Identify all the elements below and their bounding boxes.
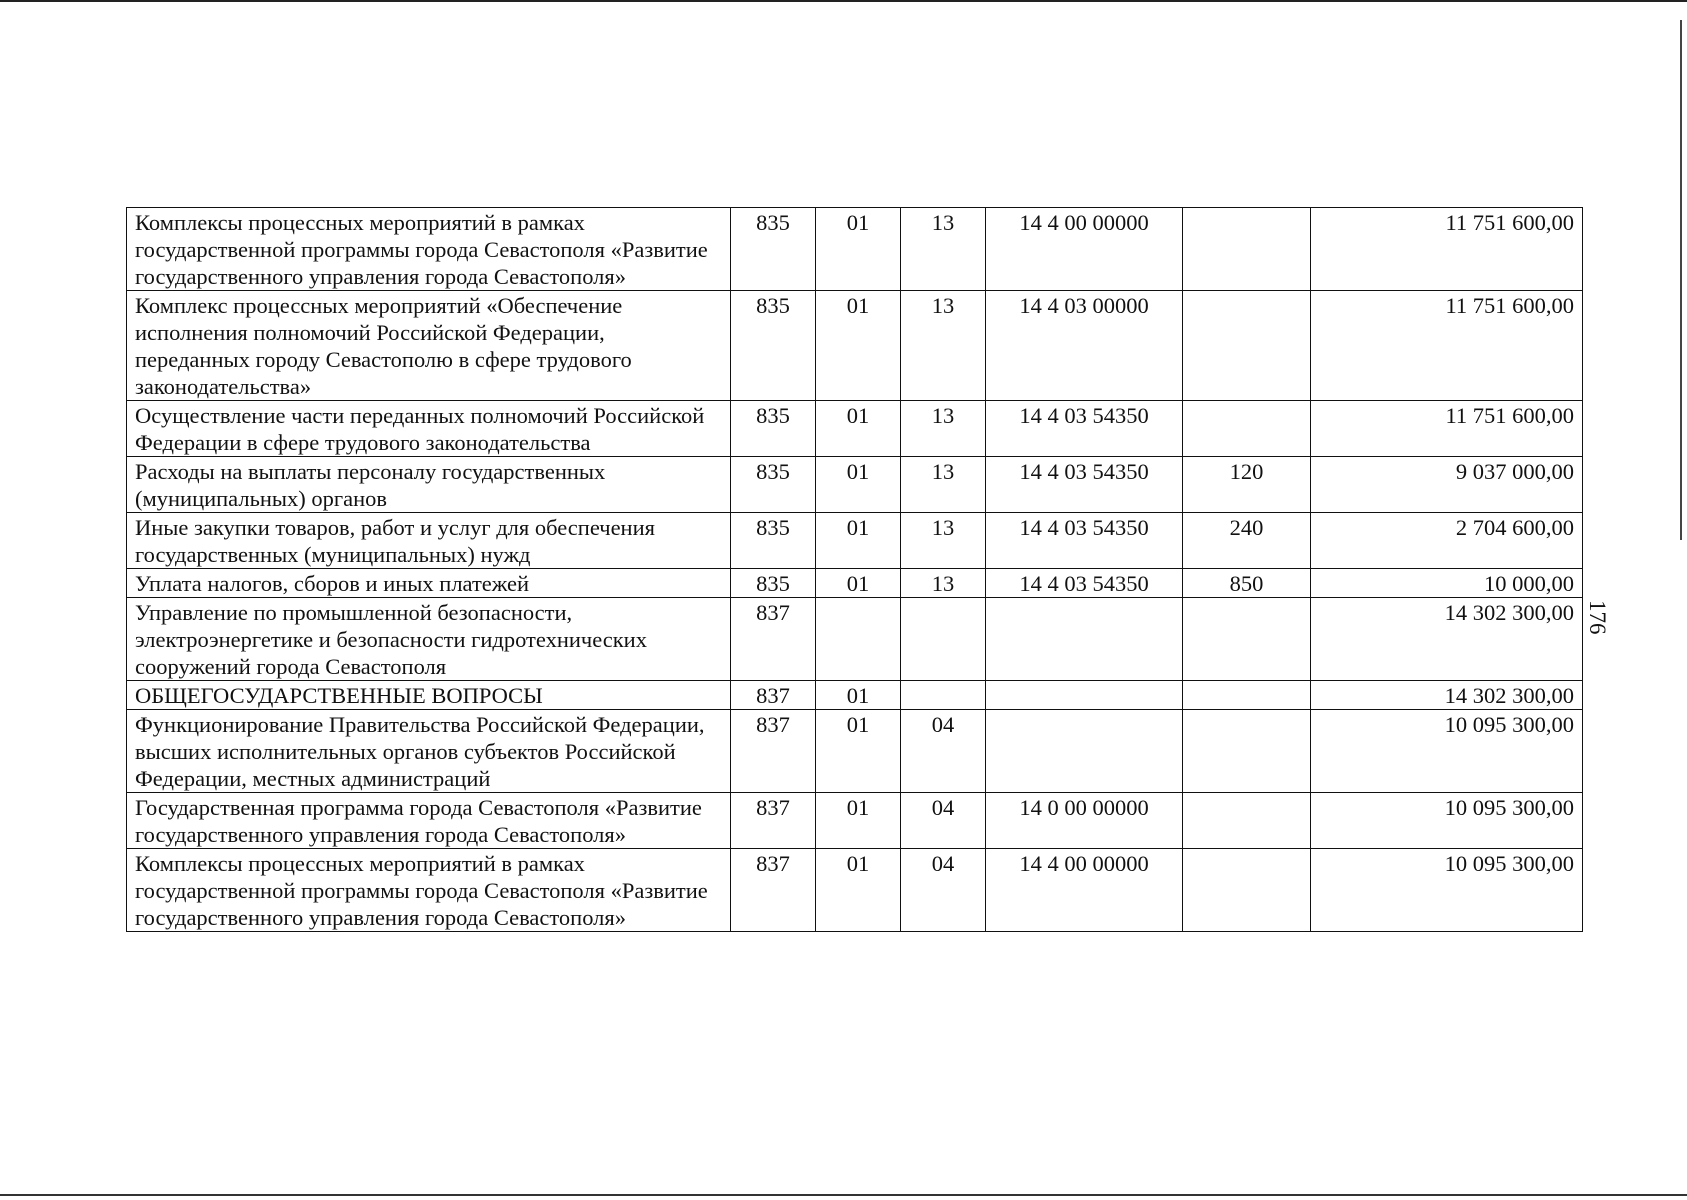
row-pr: 13 bbox=[901, 457, 986, 513]
row-rz: 01 bbox=[816, 291, 901, 401]
row-name: Осуществление части переданных полномочий Российской Федерации в сфере трудового законодательства bbox=[127, 401, 731, 457]
row-rz: 01 bbox=[816, 513, 901, 569]
row-vr bbox=[1183, 401, 1311, 457]
table-row bbox=[127, 291, 1583, 401]
row-pr: 13 bbox=[901, 569, 986, 598]
row-amount: 10 095 300,00 bbox=[1311, 849, 1583, 932]
row-csr: 14 4 03 54350 bbox=[986, 569, 1183, 598]
row-pr: 04 bbox=[901, 849, 986, 932]
row-grbs: 835 bbox=[731, 291, 816, 401]
table-row bbox=[127, 849, 1583, 932]
row-amount: 9 037 000,00 bbox=[1311, 457, 1583, 513]
row-vr bbox=[1183, 598, 1311, 681]
scan-border-top bbox=[0, 0, 1687, 2]
row-pr bbox=[901, 681, 986, 710]
row-csr: 14 4 03 54350 bbox=[986, 457, 1183, 513]
row-grbs: 835 bbox=[731, 401, 816, 457]
row-csr bbox=[986, 710, 1183, 793]
row-vr bbox=[1183, 793, 1311, 849]
scan-border-right bbox=[1680, 20, 1682, 540]
row-pr: 13 bbox=[901, 513, 986, 569]
row-name: Расходы на выплаты персоналу государственных (муниципальных) органов bbox=[127, 457, 731, 513]
row-pr bbox=[901, 598, 986, 681]
row-name: Комплекс процессных мероприятий «Обеспечение исполнения полномочий Российской Федерации, переданных городу Севастополю в сфере трудового законодательства» bbox=[127, 291, 731, 401]
row-vr bbox=[1183, 849, 1311, 932]
row-name: Иные закупки товаров, работ и услуг для обеспечения государственных (муниципальных) нужд bbox=[127, 513, 731, 569]
row-name: Комплексы процессных мероприятий в рамках государственной программы города Севастополя «Развитие государственного управления города Севастополя» bbox=[127, 208, 731, 291]
table-row bbox=[127, 710, 1583, 793]
row-vr bbox=[1183, 710, 1311, 793]
row-pr: 13 bbox=[901, 401, 986, 457]
row-csr bbox=[986, 681, 1183, 710]
row-pr: 04 bbox=[901, 710, 986, 793]
row-name: Комплексы процессных мероприятий в рамках государственной программы города Севастополя «Развитие государственного управления города Севастополя» bbox=[127, 849, 731, 932]
row-name: Государственная программа города Севастополя «Развитие государственного управления города Севастополя» bbox=[127, 793, 731, 849]
row-grbs: 837 bbox=[731, 849, 816, 932]
row-csr: 14 4 00 00000 bbox=[986, 849, 1183, 932]
row-amount: 14 302 300,00 bbox=[1311, 598, 1583, 681]
row-pr: 04 bbox=[901, 793, 986, 849]
row-amount: 2 704 600,00 bbox=[1311, 513, 1583, 569]
row-grbs: 837 bbox=[731, 681, 816, 710]
row-rz: 01 bbox=[816, 710, 901, 793]
table-row bbox=[127, 569, 1583, 598]
scan-border-bottom bbox=[0, 1194, 1687, 1196]
row-amount: 11 751 600,00 bbox=[1311, 401, 1583, 457]
row-csr: 14 4 00 00000 bbox=[986, 208, 1183, 291]
row-grbs: 837 bbox=[731, 710, 816, 793]
row-pr: 13 bbox=[901, 291, 986, 401]
row-vr: 850 bbox=[1183, 569, 1311, 598]
row-csr bbox=[986, 598, 1183, 681]
row-rz: 01 bbox=[816, 849, 901, 932]
row-csr: 14 4 03 54350 bbox=[986, 401, 1183, 457]
row-amount: 10 095 300,00 bbox=[1311, 793, 1583, 849]
table-row bbox=[127, 208, 1583, 291]
row-amount: 10 000,00 bbox=[1311, 569, 1583, 598]
row-name: Функционирование Правительства Российской Федерации, высших исполнительных органов субъектов Российской Федерации, местных администраций bbox=[127, 710, 731, 793]
row-grbs: 835 bbox=[731, 513, 816, 569]
row-amount: 11 751 600,00 bbox=[1311, 208, 1583, 291]
row-rz: 01 bbox=[816, 793, 901, 849]
row-name: Управление по промышленной безопасности, электроэнергетике и безопасности гидротехнических сооружений города Севастополя bbox=[127, 598, 731, 681]
row-name: ОБЩЕГОСУДАРСТВЕННЫЕ ВОПРОСЫ bbox=[127, 681, 731, 710]
row-rz bbox=[816, 598, 901, 681]
table-row bbox=[127, 681, 1583, 710]
row-grbs: 837 bbox=[731, 598, 816, 681]
row-rz: 01 bbox=[816, 569, 901, 598]
row-name: Уплата налогов, сборов и иных платежей bbox=[127, 569, 731, 598]
table-row bbox=[127, 793, 1583, 849]
row-vr: 240 bbox=[1183, 513, 1311, 569]
row-amount: 11 751 600,00 bbox=[1311, 291, 1583, 401]
row-csr: 14 0 00 00000 bbox=[986, 793, 1183, 849]
row-pr: 13 bbox=[901, 208, 986, 291]
row-rz: 01 bbox=[816, 457, 901, 513]
row-csr: 14 4 03 54350 bbox=[986, 513, 1183, 569]
row-grbs: 837 bbox=[731, 793, 816, 849]
row-rz: 01 bbox=[816, 401, 901, 457]
row-amount: 14 302 300,00 bbox=[1311, 681, 1583, 710]
table-row bbox=[127, 457, 1583, 513]
budget-table bbox=[126, 207, 1583, 932]
table-row bbox=[127, 401, 1583, 457]
page-number: 176 bbox=[1585, 600, 1610, 635]
row-grbs: 835 bbox=[731, 208, 816, 291]
row-grbs: 835 bbox=[731, 569, 816, 598]
row-csr: 14 4 03 00000 bbox=[986, 291, 1183, 401]
row-vr bbox=[1183, 208, 1311, 291]
row-amount: 10 095 300,00 bbox=[1311, 710, 1583, 793]
row-rz: 01 bbox=[816, 681, 901, 710]
row-vr bbox=[1183, 681, 1311, 710]
row-vr: 120 bbox=[1183, 457, 1311, 513]
row-rz: 01 bbox=[816, 208, 901, 291]
table-row bbox=[127, 513, 1583, 569]
row-grbs: 835 bbox=[731, 457, 816, 513]
table-row bbox=[127, 598, 1583, 681]
row-vr bbox=[1183, 291, 1311, 401]
